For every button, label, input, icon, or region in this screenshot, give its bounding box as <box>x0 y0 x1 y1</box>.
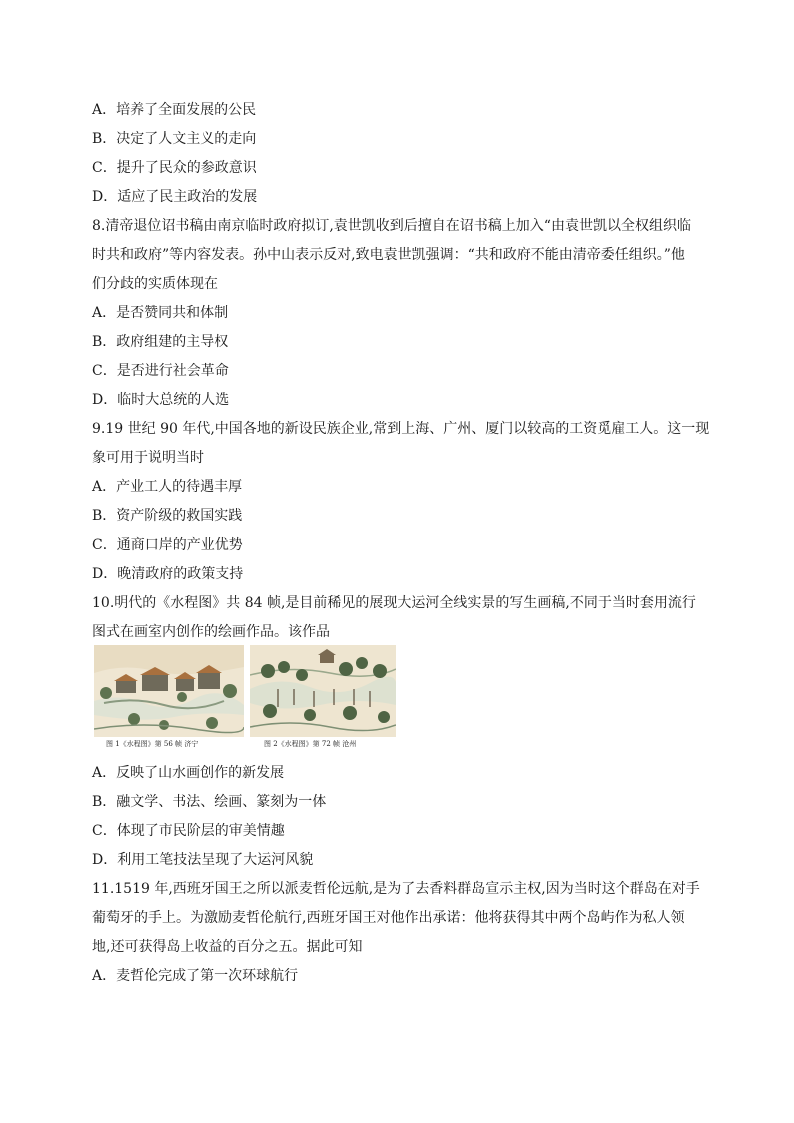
q9-option-b[interactable]: B．资产阶级的救国实践 <box>92 508 243 524</box>
q9-stem-line: 象可用于说明当时 <box>92 450 204 466</box>
q7-option-d[interactable]: D．适应了民主政治的发展 <box>92 189 258 205</box>
q8-stem-line: 8.清帝退位诏书稿由南京临时政府拟订,袁世凯收到后擅自在诏书稿上加入“由袁世凯以全权组织临 <box>92 218 691 234</box>
q10-figure-row <box>92 645 712 763</box>
q7-option-list <box>92 100 712 216</box>
q9-stem-line: 9.19 世纪 90 年代,中国各地的新设民族企业,常到上海、广州、厦门以较高的工资觅雇工人。这一现 <box>92 421 710 437</box>
q8-stem-line: 时共和政府”等内容发表。孙中山表示反对,致电袁世凯强调：“共和政府不能由清帝委任组织。”他 <box>92 247 685 263</box>
q11-stem-line: 11.1519 年,西班牙国王之所以派麦哲伦远航,是为了去香料群岛宣示主权,因为当时这个群岛在对手 <box>92 881 700 897</box>
q9-option-d[interactable]: D．晚清政府的政策支持 <box>92 566 244 582</box>
figure-1-painting <box>94 645 244 737</box>
q7-option-a[interactable]: A．培养了全面发展的公民 <box>92 102 257 118</box>
q9-option-c[interactable]: C．通商口岸的产业优势 <box>92 537 243 553</box>
q10-option-d[interactable]: D．利用工笔技法呈现了大运河风貌 <box>92 852 314 868</box>
q8-option-b[interactable]: B．政府组建的主导权 <box>92 334 229 350</box>
q11-option-a[interactable]: A．麦哲伦完成了第一次环球航行 <box>92 968 299 984</box>
figure-2-painting <box>250 645 396 737</box>
q8-option-c[interactable]: C．是否进行社会革命 <box>92 363 229 379</box>
landscape-painting-image <box>94 645 244 737</box>
q10-option-c[interactable]: C．体现了市民阶层的审美情趣 <box>92 823 285 839</box>
q11-stem-line: 地,还可获得岛上收益的百分之五。据此可知 <box>92 939 363 955</box>
figure-2-caption: 图 2《水程图》第 72 帧 沧州 <box>264 740 357 748</box>
exam-page <box>92 100 712 995</box>
q7-option-c[interactable]: C．提升了民众的参政意识 <box>92 160 257 176</box>
question-10 <box>92 593 712 879</box>
q9-option-a[interactable]: A．产业工人的待遇丰厚 <box>92 479 243 495</box>
q10-option-b[interactable]: B．融文学、书法、绘画、篆刻为一体 <box>92 794 327 810</box>
q7-option-b[interactable]: B．决定了人文主义的走向 <box>92 131 257 147</box>
question-11 <box>92 879 712 995</box>
q8-option-d[interactable]: D．临时大总统的人选 <box>92 392 230 408</box>
q10-stem-line: 10.明代的《水程图》共 84 帧,是目前稀见的展现大运河全线实景的写生画稿,不同于当时套用流行 <box>92 595 696 611</box>
q11-stem-line: 葡萄牙的手上。为激励麦哲伦航行,西班牙国王对他作出承诺：他将获得其中两个岛屿作为私人领 <box>92 910 685 926</box>
figure-1-caption: 图 1《水程图》第 56 帧 济宁 <box>106 740 199 748</box>
q10-option-a[interactable]: A．反映了山水画创作的新发展 <box>92 765 285 781</box>
question-9 <box>92 419 712 593</box>
q8-option-a[interactable]: A．是否赞同共和体制 <box>92 305 229 321</box>
q8-stem-line: 们分歧的实质体现在 <box>92 276 218 292</box>
question-8 <box>92 216 712 419</box>
q10-stem-line: 图式在画室内创作的绘画作品。该作品 <box>92 624 330 640</box>
landscape-painting-image <box>250 645 396 737</box>
